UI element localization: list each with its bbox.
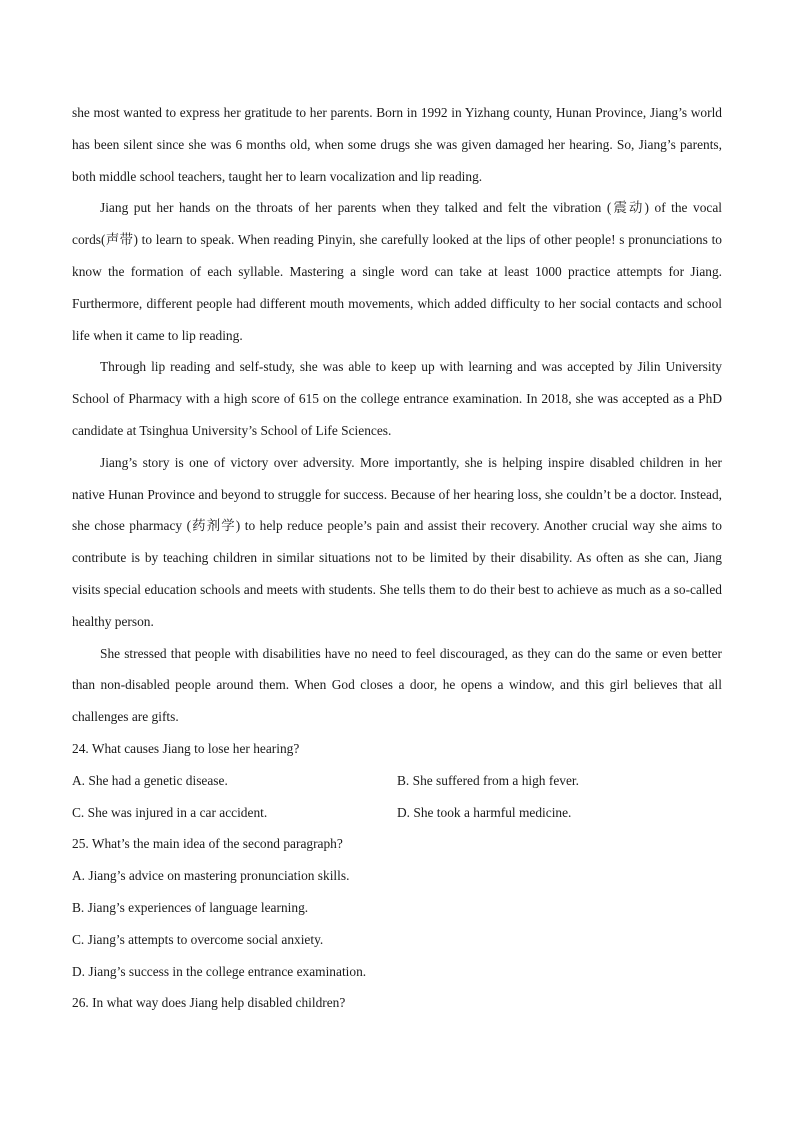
question-25-option-d: D. Jiang’s success in the college entrance examination. [72, 963, 367, 979]
document-page [72, 97, 722, 1019]
question-26 [72, 987, 722, 1019]
question-25-option-a: A. Jiang’s advice on mastering pronunciation skills. [72, 868, 350, 884]
question-24-option-d: D. She took a harmful medicine. [397, 804, 572, 820]
question-25-option-b: B. Jiang’s experiences of language learning. [72, 899, 309, 915]
passage-paragraph-2: Jiang put her hands on the throats of her parents when they talked and felt the vibration (震动) of the vocal cords(声带) to learn to speak. When reading Pinyin, she carefully looked at the lips of other people! s pronunciations to know the formation of each syllable. Mastering a single word can take at least 1000 practice attempts for Jiang. Furthermore, different people had different mouth movements, which added difficulty to her social contacts and school life when it came to lip reading. [72, 200, 722, 343]
question-25 [72, 828, 722, 987]
question-26-stem: 26. In what way does Jiang help disabled children? [72, 995, 346, 1011]
passage-paragraph-1: she most wanted to express her gratitude to her parents. Born in 1992 in Yizhang county, Hunan Province, Jiang’s world has been silent since she was 6 months old, when some drugs she was given damaged her hearing. So, Jiang’s parents, both middle school teachers, taught her to learn vocalization and lip reading. [72, 105, 722, 184]
question-24-option-b: B. She suffered from a high fever. [397, 772, 579, 788]
question-25-option-c: C. Jiang’s attempts to overcome social anxiety. [72, 931, 324, 947]
passage-paragraph-3: Through lip reading and self-study, she was able to keep up with learning and was accepted by Jilin University School of Pharmacy with a high score of 615 on the college entrance examination. In 2018, she was accepted as a PhD candidate at Tsinghua University’s School of Life Sciences. [72, 359, 722, 438]
question-24-option-c: C. She was injured in a car accident. [72, 804, 268, 820]
question-25-stem: 25. What’s the main idea of the second paragraph? [72, 836, 343, 852]
question-24-options-row-2 [72, 797, 722, 829]
question-24 [72, 733, 722, 828]
question-24-option-a: A. She had a genetic disease. [72, 772, 228, 788]
passage-paragraph-5: She stressed that people with disabilities have no need to feel discouraged, as they can do the same or even better than non-disabled people around them. When God closes a door, he opens a window, and this girl believes that all challenges are gifts. [72, 645, 722, 725]
question-24-options-row-1 [72, 765, 722, 797]
passage-paragraph-4: Jiang’s story is one of victory over adversity. More importantly, she is helping inspire disabled children in her native Hunan Province and beyond to struggle for success. Because of her hearing loss, she couldn’t be a doctor. Instead, she chose pharmacy (药剂学) to help reduce people’s pain and assist their recovery. Another crucial way she aims to contribute is by teaching children in similar situations not to be limited by their disability. As often as she can, Jiang visits special education schools and meets with students. She tells them to do their best to achieve as much as a so-called healthy person. [72, 454, 722, 629]
question-24-stem: 24. What causes Jiang to lose her hearing? [72, 740, 300, 756]
